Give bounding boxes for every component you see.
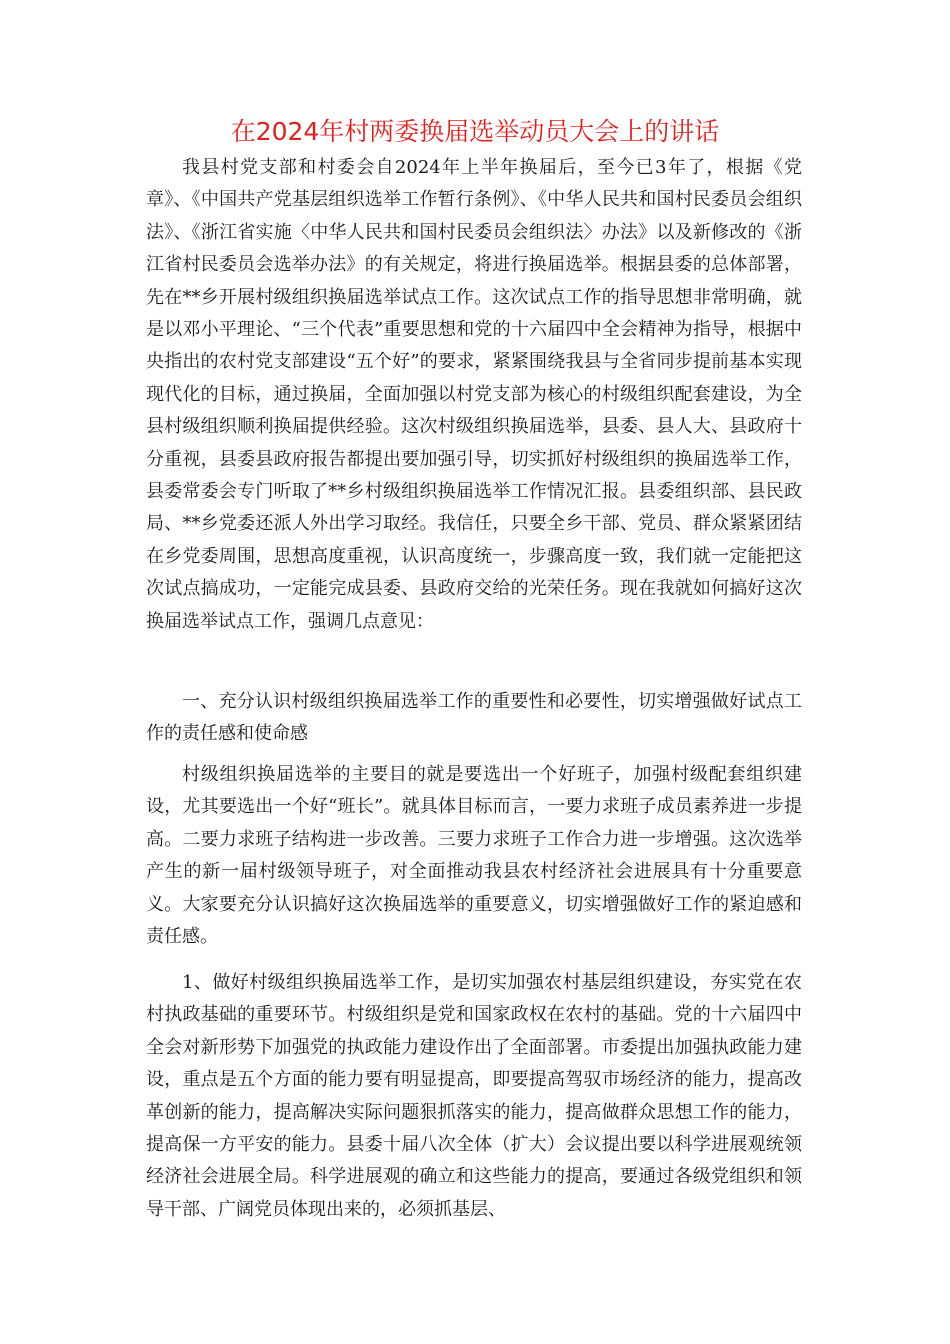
paragraph-section-1: 村级组织换届选举的主要目的就是要选出一个好班子，加强村级配套组织建设，尤其要选出一个好“班长”。就具体目标而言，一要力求班子成员素养进一步提高。二要力求班子结构进一步改善。三要力求班子工作合力进一步增强。这次选举产生的新一届村级领导班子，对全面推动我县农村经济社会进展具有十分重要意义。大家要充分认识搞好这次换届选举的重要意义，切实增强做好工作的紧迫感和责任感。 [146,764,802,948]
paragraph-intro: 我县村党支部和村委会自2024年上半年换届后，至今已3年了，根据《党章》、《中国共产党基层组织选举工作暂行条例》、《中华人民共和国村民委员会组织法》、《浙江省实施〈中华人民共和国村民委员会组织法〉办法》以及新修改的《浙江省村民委员会选举办法》的有关规定，将进行换届选举。根据县委的总体部署，先在**乡开展村级组织换届选举试点工作。这次试点工作的指导思想非常明确，就是以邓小平理论、“三个代表”重要思想和党的十六届四中全会精神为指导，根据中央指出的农村党支部建设“五个好”的要求，紧紧围绕我县与全省同步提前基本实现现代化的目标，通过换届，全面加强以村党支部为核心的村级组织配套建设，为全县村级组织顺利换届提供经验。这次村级组织换届选举，县委、县人大、县政府十分重视，县委县政府报告都提出要加强引导，切实抓好村级组织的换届选举工作，县委常委会专门听取了**乡村级组织换届选举工作情况汇报。县委组织部、县民政局、**乡党委还派人外出学习取经。我信任，只要全乡干部、党员、群众紧紧团结在乡党委周围，思想高度重视，认识高度统一，步骤高度一致，我们就一定能把这次试点搞成功，一定能完成县委、县政府交给的光荣任务。现在我就如何搞好这次换届选举试点工作，强调几点意见： [146,157,802,632]
document-title: 在2024年村两委换届选举动员大会上的讲话 [230,117,720,146]
paragraph-point-1: 1、做好村级组织换届选举工作，是切实加强农村基层组织建设，夯实党在农村执政基础的重要环节。村级组织是党和国家政权在农村的基础。党的十六届四中全会对新形势下加强党的执政能力建设作出了全面部署。市委提出加强执政能力建设，重点是五个方面的能力要有明显提高，即要提高驾驭市场经济的能力，提高改革创新的能力，提高解决实际问题狠抓落实的能力，提高做群众思想工作的能力，提高保一方平安的能力。县委十届八次全体（扩大）会议提出要以科学进展观统领经济社会进展全局。科学进展观的确立和这些能力的提高，要通过各级党组织和领导干部、广阔党员体现出来的，必须抓基层、 [146,972,802,1220]
section-heading-1: 一、充分认识村级组织换届选举工作的重要性和必要性，切实增强做好试点工作的责任感和使命感 [146,691,802,745]
